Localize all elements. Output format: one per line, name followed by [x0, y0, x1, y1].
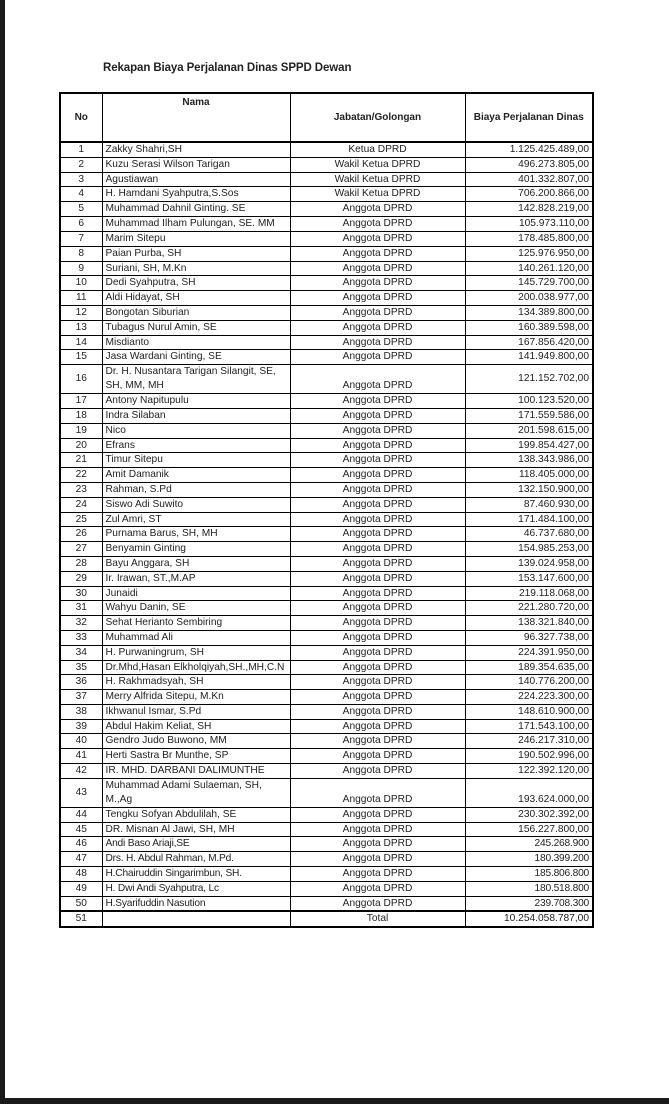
table-row: [60, 586, 593, 601]
travel-cost: 221.280.720,00: [465, 601, 593, 616]
table-row: [60, 335, 593, 350]
travel-cost: 138.321.840,00: [465, 616, 593, 631]
row-number: 15: [60, 350, 102, 365]
member-name: Dr. H. Nusantara Tarigan Silangit, SE, SH, MM, MH: [102, 365, 290, 394]
table-row: [60, 896, 593, 911]
travel-cost: 140.261.120,00: [465, 261, 593, 276]
travel-cost: 171.543.100,00: [465, 719, 593, 734]
member-position: Anggota DPRD: [290, 675, 465, 690]
travel-cost: 401.332.807,00: [465, 172, 593, 187]
table-row: [60, 320, 593, 335]
table-row: [60, 394, 593, 409]
table-row: [60, 852, 593, 867]
member-name: H. Hamdani Syahputra,S.Sos: [102, 187, 290, 202]
member-name: Jasa Wardani Ginting, SE: [102, 350, 290, 365]
travel-cost: 145.729.700,00: [465, 276, 593, 291]
travel-cost: 46.737.680,00: [465, 527, 593, 542]
row-number: 45: [60, 822, 102, 837]
header-name: Nama: [102, 93, 290, 142]
member-name: Agustiawan: [102, 172, 290, 187]
member-position: Anggota DPRD: [290, 527, 465, 542]
member-position: Anggota DPRD: [290, 365, 465, 394]
member-name: Tengku Sofyan Abdulilah, SE: [102, 807, 290, 822]
row-number: 17: [60, 394, 102, 409]
member-position: Anggota DPRD: [290, 497, 465, 512]
row-number: 46: [60, 837, 102, 852]
table-row: [60, 601, 593, 616]
travel-cost: 230.302.392,00: [465, 807, 593, 822]
table-row: [60, 630, 593, 645]
member-name: Drs. H. Abdul Rahman, M.Pd.: [102, 852, 290, 867]
member-name: H.Chairuddin Singarimbun, SH.: [102, 867, 290, 882]
member-position: Anggota DPRD: [290, 837, 465, 852]
row-number: 8: [60, 246, 102, 261]
member-position: Anggota DPRD: [290, 660, 465, 675]
total-row-number: 51: [60, 911, 102, 927]
travel-cost: 139.024.958,00: [465, 556, 593, 571]
row-number: 32: [60, 616, 102, 631]
table-row: [60, 453, 593, 468]
row-number: 23: [60, 482, 102, 497]
member-name: Junaidi: [102, 586, 290, 601]
member-name: Dedi Syahputra, SH: [102, 276, 290, 291]
member-name: H. Purwaningrum, SH: [102, 645, 290, 660]
row-number: 38: [60, 704, 102, 719]
row-number: 33: [60, 630, 102, 645]
row-number: 49: [60, 881, 102, 896]
member-name: Zul Amri, ST: [102, 512, 290, 527]
travel-cost: 167.856.420,00: [465, 335, 593, 350]
table-row: [60, 246, 593, 261]
travel-cost: 496.273.805,00: [465, 157, 593, 172]
table-row: [60, 408, 593, 423]
member-position: Anggota DPRD: [290, 852, 465, 867]
travel-cost: 132.150.900,00: [465, 482, 593, 497]
table-row: [60, 231, 593, 246]
table-row: [60, 719, 593, 734]
member-position: Wakil Ketua DPRD: [290, 157, 465, 172]
member-position: Anggota DPRD: [290, 556, 465, 571]
row-number: 7: [60, 231, 102, 246]
row-number: 30: [60, 586, 102, 601]
table-row: [60, 468, 593, 483]
travel-cost: 156.227.800,00: [465, 822, 593, 837]
table-row: [60, 778, 593, 807]
member-position: Wakil Ketua DPRD: [290, 172, 465, 187]
travel-cost: 125.976.950,00: [465, 246, 593, 261]
total-label: Total: [290, 911, 465, 927]
row-number: 29: [60, 571, 102, 586]
member-position: Anggota DPRD: [290, 423, 465, 438]
member-name: Wahyu Danin, SE: [102, 601, 290, 616]
member-position: Anggota DPRD: [290, 616, 465, 631]
member-name: Bayu Anggara, SH: [102, 556, 290, 571]
member-position: Wakil Ketua DPRD: [290, 187, 465, 202]
row-number: 20: [60, 438, 102, 453]
member-position: Anggota DPRD: [290, 231, 465, 246]
table-row: [60, 807, 593, 822]
travel-cost: 189.354.635,00: [465, 660, 593, 675]
table-row: [60, 497, 593, 512]
travel-cost: 87.460.930,00: [465, 497, 593, 512]
member-position: Anggota DPRD: [290, 408, 465, 423]
member-position: Anggota DPRD: [290, 764, 465, 779]
member-name: Herti Sastra Br Munthe, SP: [102, 749, 290, 764]
total-name-blank: [102, 911, 290, 927]
table-row: [60, 202, 593, 217]
member-position: Anggota DPRD: [290, 350, 465, 365]
table-row: [60, 172, 593, 187]
table-row: [60, 291, 593, 306]
travel-cost: 178.485.800,00: [465, 231, 593, 246]
table-row: [60, 365, 593, 394]
member-name: Benyamin Ginting: [102, 542, 290, 557]
travel-cost: 706.200.866,00: [465, 187, 593, 202]
row-number: 19: [60, 423, 102, 438]
member-position: Anggota DPRD: [290, 320, 465, 335]
row-number: 10: [60, 276, 102, 291]
member-name: Muhammad Adami Sulaeman, SH, M.,Ag: [102, 778, 290, 807]
table-row: [60, 749, 593, 764]
member-position: Ketua DPRD: [290, 142, 465, 157]
row-number: 42: [60, 764, 102, 779]
row-number: 4: [60, 187, 102, 202]
table-row: [60, 305, 593, 320]
row-number: 40: [60, 734, 102, 749]
row-number: 22: [60, 468, 102, 483]
travel-cost: 201.598.615,00: [465, 423, 593, 438]
member-position: Anggota DPRD: [290, 276, 465, 291]
member-position: Anggota DPRD: [290, 571, 465, 586]
row-number: 36: [60, 675, 102, 690]
travel-cost: 190.502.996,00: [465, 749, 593, 764]
member-name: Bongotan Siburian: [102, 305, 290, 320]
member-name: Efrans: [102, 438, 290, 453]
member-position: Anggota DPRD: [290, 291, 465, 306]
member-name: DR. Misnan Al Jawi, SH, MH: [102, 822, 290, 837]
member-position: Anggota DPRD: [290, 867, 465, 882]
row-number: 34: [60, 645, 102, 660]
member-position: Anggota DPRD: [290, 749, 465, 764]
travel-cost: 171.484.100,00: [465, 512, 593, 527]
travel-cost: 224.391.950,00: [465, 645, 593, 660]
row-number: 2: [60, 157, 102, 172]
table-row: [60, 881, 593, 896]
member-name: H.Syarifuddin Nasution: [102, 896, 290, 911]
table-row: [60, 704, 593, 719]
member-position: Anggota DPRD: [290, 645, 465, 660]
member-position: Anggota DPRD: [290, 394, 465, 409]
table-row: [60, 423, 593, 438]
table-row: [60, 482, 593, 497]
table-header-row: [60, 93, 593, 142]
table-row: [60, 645, 593, 660]
member-position: Anggota DPRD: [290, 542, 465, 557]
travel-cost: 140.776.200,00: [465, 675, 593, 690]
header-cost: Biaya Perjalanan Dinas: [465, 93, 593, 142]
travel-cost: 105.973.110,00: [465, 216, 593, 231]
travel-cost: 193.624.000,00: [465, 778, 593, 807]
member-name: Timur Sitepu: [102, 453, 290, 468]
member-position: Anggota DPRD: [290, 807, 465, 822]
table-row: [60, 571, 593, 586]
table-row: [60, 764, 593, 779]
row-number: 39: [60, 719, 102, 734]
member-position: Anggota DPRD: [290, 202, 465, 217]
row-number: 5: [60, 202, 102, 217]
row-number: 44: [60, 807, 102, 822]
table-row: [60, 556, 593, 571]
table-row: [60, 837, 593, 852]
row-number: 43: [60, 778, 102, 807]
table-body: [60, 142, 593, 927]
row-number: 3: [60, 172, 102, 187]
member-name: Paian Purba, SH: [102, 246, 290, 261]
row-number: 18: [60, 408, 102, 423]
table-row: [60, 157, 593, 172]
table-row: [60, 734, 593, 749]
member-position: Anggota DPRD: [290, 453, 465, 468]
table-row: [60, 675, 593, 690]
travel-cost: 122.392.120,00: [465, 764, 593, 779]
row-number: 13: [60, 320, 102, 335]
total-cost: 10.254.058.787,00: [465, 911, 593, 927]
travel-cost: 224.223.300,00: [465, 690, 593, 705]
member-name: Ikhwanul Ismar, S.Pd: [102, 704, 290, 719]
member-name: Gendro Judo Buwono, MM: [102, 734, 290, 749]
member-position: Anggota DPRD: [290, 690, 465, 705]
member-name: Sehat Herianto Sembiring: [102, 616, 290, 631]
row-number: 9: [60, 261, 102, 276]
member-name: Dr.Mhd,Hasan Elkholqiyah,SH.,MH,C.N: [102, 660, 290, 675]
member-position: Anggota DPRD: [290, 512, 465, 527]
member-name: Antony Napitupulu: [102, 394, 290, 409]
travel-cost: 134.389.800,00: [465, 305, 593, 320]
member-position: Anggota DPRD: [290, 630, 465, 645]
member-name: Muhammad Ilham Pulungan, SE. MM: [102, 216, 290, 231]
member-position: Anggota DPRD: [290, 822, 465, 837]
row-number: 14: [60, 335, 102, 350]
member-name: Zakky Shahri,SH: [102, 142, 290, 157]
member-name: H. Dwi Andi Syahputra, Lc: [102, 881, 290, 896]
member-position: Anggota DPRD: [290, 305, 465, 320]
member-position: Anggota DPRD: [290, 468, 465, 483]
row-number: 48: [60, 867, 102, 882]
table-row: [60, 187, 593, 202]
table-row: [60, 350, 593, 365]
member-position: Anggota DPRD: [290, 335, 465, 350]
member-name: Ir. Irawan, ST.,M.AP: [102, 571, 290, 586]
travel-cost: 180.518.800: [465, 881, 593, 896]
member-position: Anggota DPRD: [290, 896, 465, 911]
travel-cost: 219.118.068,00: [465, 586, 593, 601]
travel-cost: 153.147.600,00: [465, 571, 593, 586]
table-row: [60, 542, 593, 557]
table-row: [60, 616, 593, 631]
member-position: Anggota DPRD: [290, 586, 465, 601]
member-name: Purnama Barus, SH, MH: [102, 527, 290, 542]
table-row: [60, 276, 593, 291]
member-name: Muhammad Dahnil Ginting. SE: [102, 202, 290, 217]
member-position: Anggota DPRD: [290, 482, 465, 497]
member-position: Anggota DPRD: [290, 778, 465, 807]
travel-cost: 1.125.425.489,00: [465, 142, 593, 157]
travel-cost: 246.217.310,00: [465, 734, 593, 749]
row-number: 31: [60, 601, 102, 616]
row-number: 50: [60, 896, 102, 911]
member-name: Amit Damanik: [102, 468, 290, 483]
travel-cost: 200.038.977,00: [465, 291, 593, 306]
document-title: Rekapan Biaya Perjalanan Dinas SPPD Dewan: [103, 62, 352, 74]
travel-cost: 154.985.253,00: [465, 542, 593, 557]
row-number: 11: [60, 291, 102, 306]
member-position: Anggota DPRD: [290, 438, 465, 453]
row-number: 21: [60, 453, 102, 468]
travel-cost: 141.949.800,00: [465, 350, 593, 365]
member-name: Andi Baso Ariaji,SE: [102, 837, 290, 852]
travel-cost: 100.123.520,00: [465, 394, 593, 409]
row-number: 6: [60, 216, 102, 231]
member-name: Siswo Adi Suwito: [102, 497, 290, 512]
travel-cost: 245.268.900: [465, 837, 593, 852]
member-name: Aldi Hidayat, SH: [102, 291, 290, 306]
row-number: 1: [60, 142, 102, 157]
travel-cost: 121.152.702,00: [465, 365, 593, 394]
member-position: Anggota DPRD: [290, 246, 465, 261]
row-number: 28: [60, 556, 102, 571]
member-name: Rahman, S.Pd: [102, 482, 290, 497]
member-position: Anggota DPRD: [290, 601, 465, 616]
member-name: Tubagus Nurul Amin, SE: [102, 320, 290, 335]
header-no: No: [60, 93, 102, 142]
row-number: 35: [60, 660, 102, 675]
row-number: 27: [60, 542, 102, 557]
table-row: [60, 822, 593, 837]
member-name: Abdul Hakim Keliat, SH: [102, 719, 290, 734]
travel-cost: 160.389.598,00: [465, 320, 593, 335]
travel-cost: 148.610.900,00: [465, 704, 593, 719]
member-name: Marim Sitepu: [102, 231, 290, 246]
member-name: Suriani, SH, M.Kn: [102, 261, 290, 276]
travel-cost: 199.854.427,00: [465, 438, 593, 453]
table-row: [60, 690, 593, 705]
member-name: Kuzu Serasi Wilson Tarigan: [102, 157, 290, 172]
table-row: [60, 438, 593, 453]
row-number: 12: [60, 305, 102, 320]
travel-cost: 118.405.000,00: [465, 468, 593, 483]
travel-cost: 142.828.219,00: [465, 202, 593, 217]
member-name: Nico: [102, 423, 290, 438]
member-position: Anggota DPRD: [290, 704, 465, 719]
member-position: Anggota DPRD: [290, 719, 465, 734]
row-number: 24: [60, 497, 102, 512]
table-row: [60, 867, 593, 882]
member-position: Anggota DPRD: [290, 734, 465, 749]
member-name: Muhammad Ali: [102, 630, 290, 645]
member-position: Anggota DPRD: [290, 881, 465, 896]
row-number: 16: [60, 365, 102, 394]
member-name: Merry Alfrida Sitepu, M.Kn: [102, 690, 290, 705]
row-number: 25: [60, 512, 102, 527]
header-position: Jabatan/Golongan: [290, 93, 465, 142]
row-number: 47: [60, 852, 102, 867]
table-row: [60, 660, 593, 675]
member-position: Anggota DPRD: [290, 216, 465, 231]
travel-cost: 171.559.586,00: [465, 408, 593, 423]
travel-cost: 239.708.300: [465, 896, 593, 911]
member-name: Misdianto: [102, 335, 290, 350]
travel-cost: 180.399.200: [465, 852, 593, 867]
travel-cost-table: [59, 92, 594, 928]
table-row: [60, 261, 593, 276]
total-row: [60, 911, 593, 927]
document-page: [5, 0, 669, 1098]
member-name: IR. MHD. DARBANI DALIMUNTHE: [102, 764, 290, 779]
row-number: 37: [60, 690, 102, 705]
travel-cost: 96.327.738,00: [465, 630, 593, 645]
table-row: [60, 142, 593, 157]
member-name: H. Rakhmadsyah, SH: [102, 675, 290, 690]
member-name: Indra Silaban: [102, 408, 290, 423]
member-position: Anggota DPRD: [290, 261, 465, 276]
table-row: [60, 512, 593, 527]
row-number: 41: [60, 749, 102, 764]
travel-cost: 138.343.986,00: [465, 453, 593, 468]
table-row: [60, 527, 593, 542]
table-row: [60, 216, 593, 231]
row-number: 26: [60, 527, 102, 542]
travel-cost: 185.806.800: [465, 867, 593, 882]
